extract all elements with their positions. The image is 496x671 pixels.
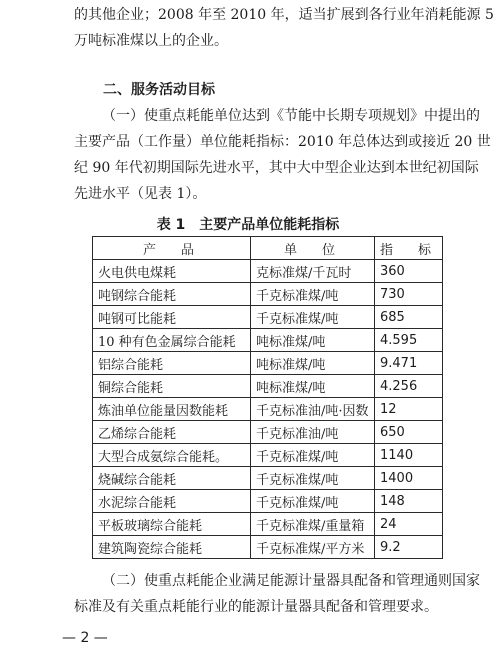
table-row: [93, 375, 443, 398]
cell-indicator: 9.2: [375, 536, 443, 559]
cell-indicator: 1140: [375, 444, 443, 467]
table-row: [93, 352, 443, 375]
cell-unit: 千克标准煤/吨: [251, 490, 375, 513]
table-header-row: [93, 237, 443, 260]
table-row: [93, 536, 443, 559]
cell-product: 大型合成氨综合能耗。: [93, 444, 251, 467]
cell-unit: 吨标准煤/吨: [251, 352, 375, 375]
paragraph-line: 主要产品（工作量）单位能耗指标：2010 年总体达到或接近 20 世: [74, 134, 491, 150]
paragraph-line: （二）使重点耗能企业满足能源计量器具配备和管理通则国家: [102, 573, 480, 589]
table-row: [93, 513, 443, 536]
table-row: [93, 283, 443, 306]
energy-indicator-table: [92, 236, 443, 559]
cell-indicator: 12: [375, 398, 443, 421]
paragraph-line: 纪 90 年代初期国际先进水平，其中大中型企业达到本世纪初国际: [74, 160, 479, 176]
paragraph-two: [74, 568, 480, 620]
cell-indicator: 4.256: [375, 375, 443, 398]
cell-product: 吨钢综合能耗: [93, 283, 251, 306]
cell-product: 吨钢可比能耗: [93, 306, 251, 329]
cell-unit: 千克标准煤/平方米: [251, 536, 375, 559]
cell-unit: 千克标准煤/吨: [251, 467, 375, 490]
section-heading: 二、服务活动目标: [103, 82, 215, 98]
cell-indicator: 730: [375, 283, 443, 306]
cell-product: 建筑陶瓷综合能耗: [93, 536, 251, 559]
cell-indicator: 360: [375, 260, 443, 283]
table-row: [93, 444, 443, 467]
cell-product: 铝综合能耗: [93, 352, 251, 375]
cell-product: 平板玻璃综合能耗: [93, 513, 251, 536]
cell-unit: 千克标准煤/吨: [251, 283, 375, 306]
intro-line: 万吨标准煤以上的企业。: [74, 33, 228, 49]
cell-indicator: 4.595: [375, 329, 443, 352]
header-indicator: 指 标: [375, 237, 443, 260]
cell-indicator: 1400: [375, 467, 443, 490]
header-product: 产 品: [93, 237, 251, 260]
cell-product: 火电供电煤耗: [93, 260, 251, 283]
cell-product: 烧碱综合能耗: [93, 467, 251, 490]
intro-line: 的其他企业；2008 年至 2010 年，适当扩展到各行业年消耗能源 5: [74, 7, 494, 23]
cell-product: 水泥综合能耗: [93, 490, 251, 513]
page-number: — 2 —: [62, 630, 108, 646]
paragraph-line: 标准及有关重点耗能行业的能源计量器具配备和管理要求。: [74, 599, 438, 615]
cell-indicator: 685: [375, 306, 443, 329]
table-row: [93, 490, 443, 513]
cell-product: 乙烯综合能耗: [93, 421, 251, 444]
paragraph-line: （一）使重点耗能单位达到《节能中长期专项规划》中提出的: [102, 108, 480, 124]
cell-unit: 千克标准煤/吨: [251, 444, 375, 467]
table-caption: 表 1 主要产品单位能耗指标: [156, 217, 340, 233]
cell-unit: 千克标准油/吨: [251, 421, 375, 444]
cell-unit: 千克标准煤/重量箱: [251, 513, 375, 536]
table-row: [93, 467, 443, 490]
table-row: [93, 421, 443, 444]
cell-unit: 吨标准煤/吨: [251, 329, 375, 352]
intro-paragraph: [74, 2, 494, 54]
cell-product: 炼油单位能量因数能耗: [93, 398, 251, 421]
cell-product: 铜综合能耗: [93, 375, 251, 398]
table-row: [93, 260, 443, 283]
paragraph-one: [74, 103, 491, 207]
table-row: [93, 306, 443, 329]
cell-indicator: 148: [375, 490, 443, 513]
cell-unit: 千克标准油/吨·因数: [251, 398, 375, 421]
cell-indicator: 9.471: [375, 352, 443, 375]
header-unit: 单 位: [251, 237, 375, 260]
table-row: [93, 329, 443, 352]
table-row: [93, 398, 443, 421]
cell-unit: 千克标准煤/吨: [251, 306, 375, 329]
paragraph-line: 先进水平（见表 1）。: [74, 186, 207, 202]
cell-unit: 吨标准煤/吨: [251, 375, 375, 398]
cell-unit: 克标准煤/千瓦时: [251, 260, 375, 283]
cell-indicator: 650: [375, 421, 443, 444]
cell-product: 10 种有色金属综合能耗: [93, 329, 251, 352]
cell-indicator: 24: [375, 513, 443, 536]
